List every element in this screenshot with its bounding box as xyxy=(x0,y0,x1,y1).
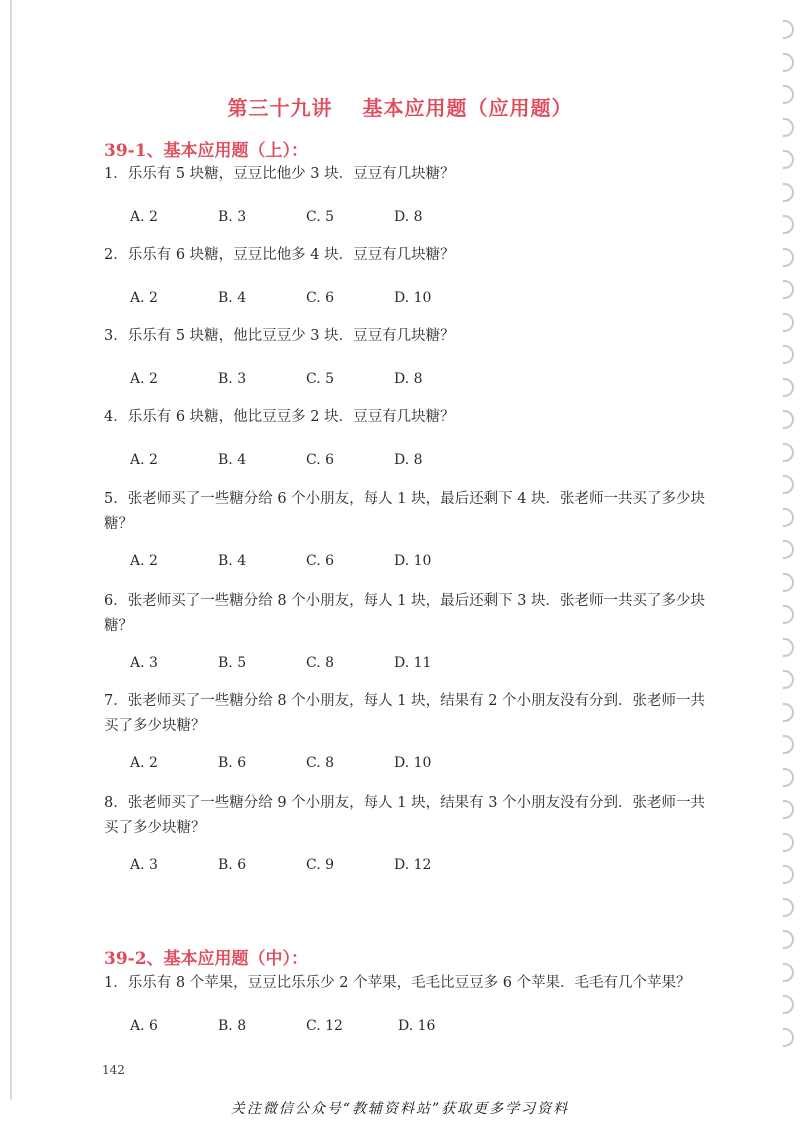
option-a: A. 3 xyxy=(130,857,158,873)
binder-ring xyxy=(783,475,794,494)
binder-ring xyxy=(783,540,794,559)
option-a: A. 2 xyxy=(130,290,158,306)
option-a: A. 2 xyxy=(130,209,158,225)
binder-ring xyxy=(783,1028,794,1047)
binder-ring xyxy=(783,833,794,852)
binder-ring xyxy=(783,378,794,397)
option-b: B. 4 xyxy=(218,452,247,468)
binder-ring xyxy=(783,898,794,917)
option-c: C. 5 xyxy=(306,371,335,387)
option-a: A. 2 xyxy=(130,553,158,569)
section-heading-1: 39-1、基本应用题（上）： xyxy=(104,141,309,161)
question-text: 4．乐乐有 6 块糖，他比豆豆多 2 块．豆豆有几块糖？ xyxy=(104,409,455,425)
page-title xyxy=(0,92,800,121)
binder-ring xyxy=(783,735,794,754)
option-a: A. 2 xyxy=(130,371,158,387)
binder-ring xyxy=(783,508,794,527)
binder-rings xyxy=(774,20,796,1070)
question-1-5 xyxy=(104,487,734,537)
question-text: 6．张老师买了一些糖分给 8 个小朋友，每人 1 块，最后还剩下 3 块．张老师一共买了多少块 xyxy=(104,593,706,609)
option-b: B. 8 xyxy=(218,1018,247,1034)
option-c: C. 8 xyxy=(306,655,335,671)
option-b: B. 3 xyxy=(218,209,247,225)
option-c: C. 6 xyxy=(306,452,335,468)
footer-note: 关注微信公众号“教辅资料站”获取更多学习资料 xyxy=(230,1101,570,1117)
option-b: B. 4 xyxy=(218,553,247,569)
option-c: C. 12 xyxy=(306,1018,343,1034)
binder-ring xyxy=(783,248,794,267)
option-b: B. 4 xyxy=(218,290,247,306)
question-text-cont: 买了多少块糖？ xyxy=(104,718,206,734)
option-a: A. 6 xyxy=(130,1018,158,1034)
binder-ring xyxy=(783,313,794,332)
lecture-topic: 基本应用题（应用题） xyxy=(362,96,573,120)
question-text: 5．张老师买了一些糖分给 6 个小朋友，每人 1 块，最后还剩下 4 块．张老师一共买了多少块 xyxy=(104,491,706,507)
binder-ring xyxy=(783,865,794,884)
question-1-4 xyxy=(104,405,734,430)
section-heading-2: 39-2、基本应用题（中）： xyxy=(104,949,309,969)
option-c: C. 8 xyxy=(306,755,335,771)
question-text: 3．乐乐有 5 块糖，他比豆豆少 3 块．豆豆有几块糖？ xyxy=(104,328,455,344)
question-1-1 xyxy=(104,162,734,187)
option-d: D. 16 xyxy=(398,1018,436,1034)
option-b: B. 5 xyxy=(218,655,247,671)
question-text: 1．乐乐有 8 个苹果，豆豆比乐乐少 2 个苹果，毛毛比豆豆多 6 个苹果．毛毛有几个苹果？ xyxy=(104,975,691,991)
question-2-1 xyxy=(104,971,734,996)
option-c: C. 9 xyxy=(306,857,335,873)
binder-ring xyxy=(783,20,794,39)
option-b: B. 6 xyxy=(218,857,247,873)
page-left-edge xyxy=(10,0,12,1100)
binder-ring xyxy=(783,443,794,462)
option-a: A. 2 xyxy=(130,755,158,771)
binder-ring xyxy=(783,573,794,592)
binder-ring xyxy=(783,670,794,689)
binder-ring xyxy=(783,345,794,364)
option-d: D. 8 xyxy=(394,371,423,387)
option-d: D. 12 xyxy=(394,857,432,873)
page-number: 142 xyxy=(102,1063,125,1077)
option-c: C. 6 xyxy=(306,553,335,569)
binder-ring xyxy=(783,638,794,657)
question-1-6 xyxy=(104,589,734,639)
option-d: D. 10 xyxy=(394,553,432,569)
binder-ring xyxy=(783,410,794,429)
binder-ring xyxy=(783,768,794,787)
option-c: C. 6 xyxy=(306,290,335,306)
question-text-cont: 糖？ xyxy=(104,618,133,634)
binder-ring xyxy=(783,963,794,982)
binder-ring xyxy=(783,605,794,624)
option-a: A. 3 xyxy=(130,655,158,671)
binder-ring xyxy=(783,215,794,234)
option-d: D. 8 xyxy=(394,209,423,225)
question-1-8 xyxy=(104,791,734,841)
question-text: 1．乐乐有 5 块糖，豆豆比他少 3 块．豆豆有几块糖？ xyxy=(104,166,455,182)
binder-ring xyxy=(783,995,794,1014)
option-b: B. 6 xyxy=(218,755,247,771)
question-text: 7．张老师买了一些糖分给 8 个小朋友，每人 1 块，结果有 2 个小朋友没有分到．张老师一共 xyxy=(104,693,706,709)
lecture-number: 第三十九讲 xyxy=(227,96,333,120)
binder-ring xyxy=(783,930,794,949)
option-d: D. 10 xyxy=(394,755,432,771)
option-d: D. 8 xyxy=(394,452,423,468)
question-text-cont: 糖？ xyxy=(104,516,133,532)
option-d: D. 10 xyxy=(394,290,432,306)
binder-ring xyxy=(783,183,794,202)
option-c: C. 5 xyxy=(306,209,335,225)
option-d: D. 11 xyxy=(394,655,432,671)
question-text: 8．张老师买了一些糖分给 9 个小朋友，每人 1 块，结果有 3 个小朋友没有分到．张老师一共 xyxy=(104,795,706,811)
question-text: 2．乐乐有 6 块糖，豆豆比他多 4 块．豆豆有几块糖？ xyxy=(104,247,455,263)
binder-ring xyxy=(783,150,794,169)
question-1-3 xyxy=(104,324,734,349)
binder-ring xyxy=(783,703,794,722)
option-b: B. 3 xyxy=(218,371,247,387)
option-a: A. 2 xyxy=(130,452,158,468)
binder-ring xyxy=(783,800,794,819)
binder-ring xyxy=(783,53,794,72)
question-text-cont: 买了多少块糖？ xyxy=(104,820,206,836)
question-1-7 xyxy=(104,689,734,739)
binder-ring xyxy=(783,280,794,299)
question-1-2 xyxy=(104,243,734,268)
